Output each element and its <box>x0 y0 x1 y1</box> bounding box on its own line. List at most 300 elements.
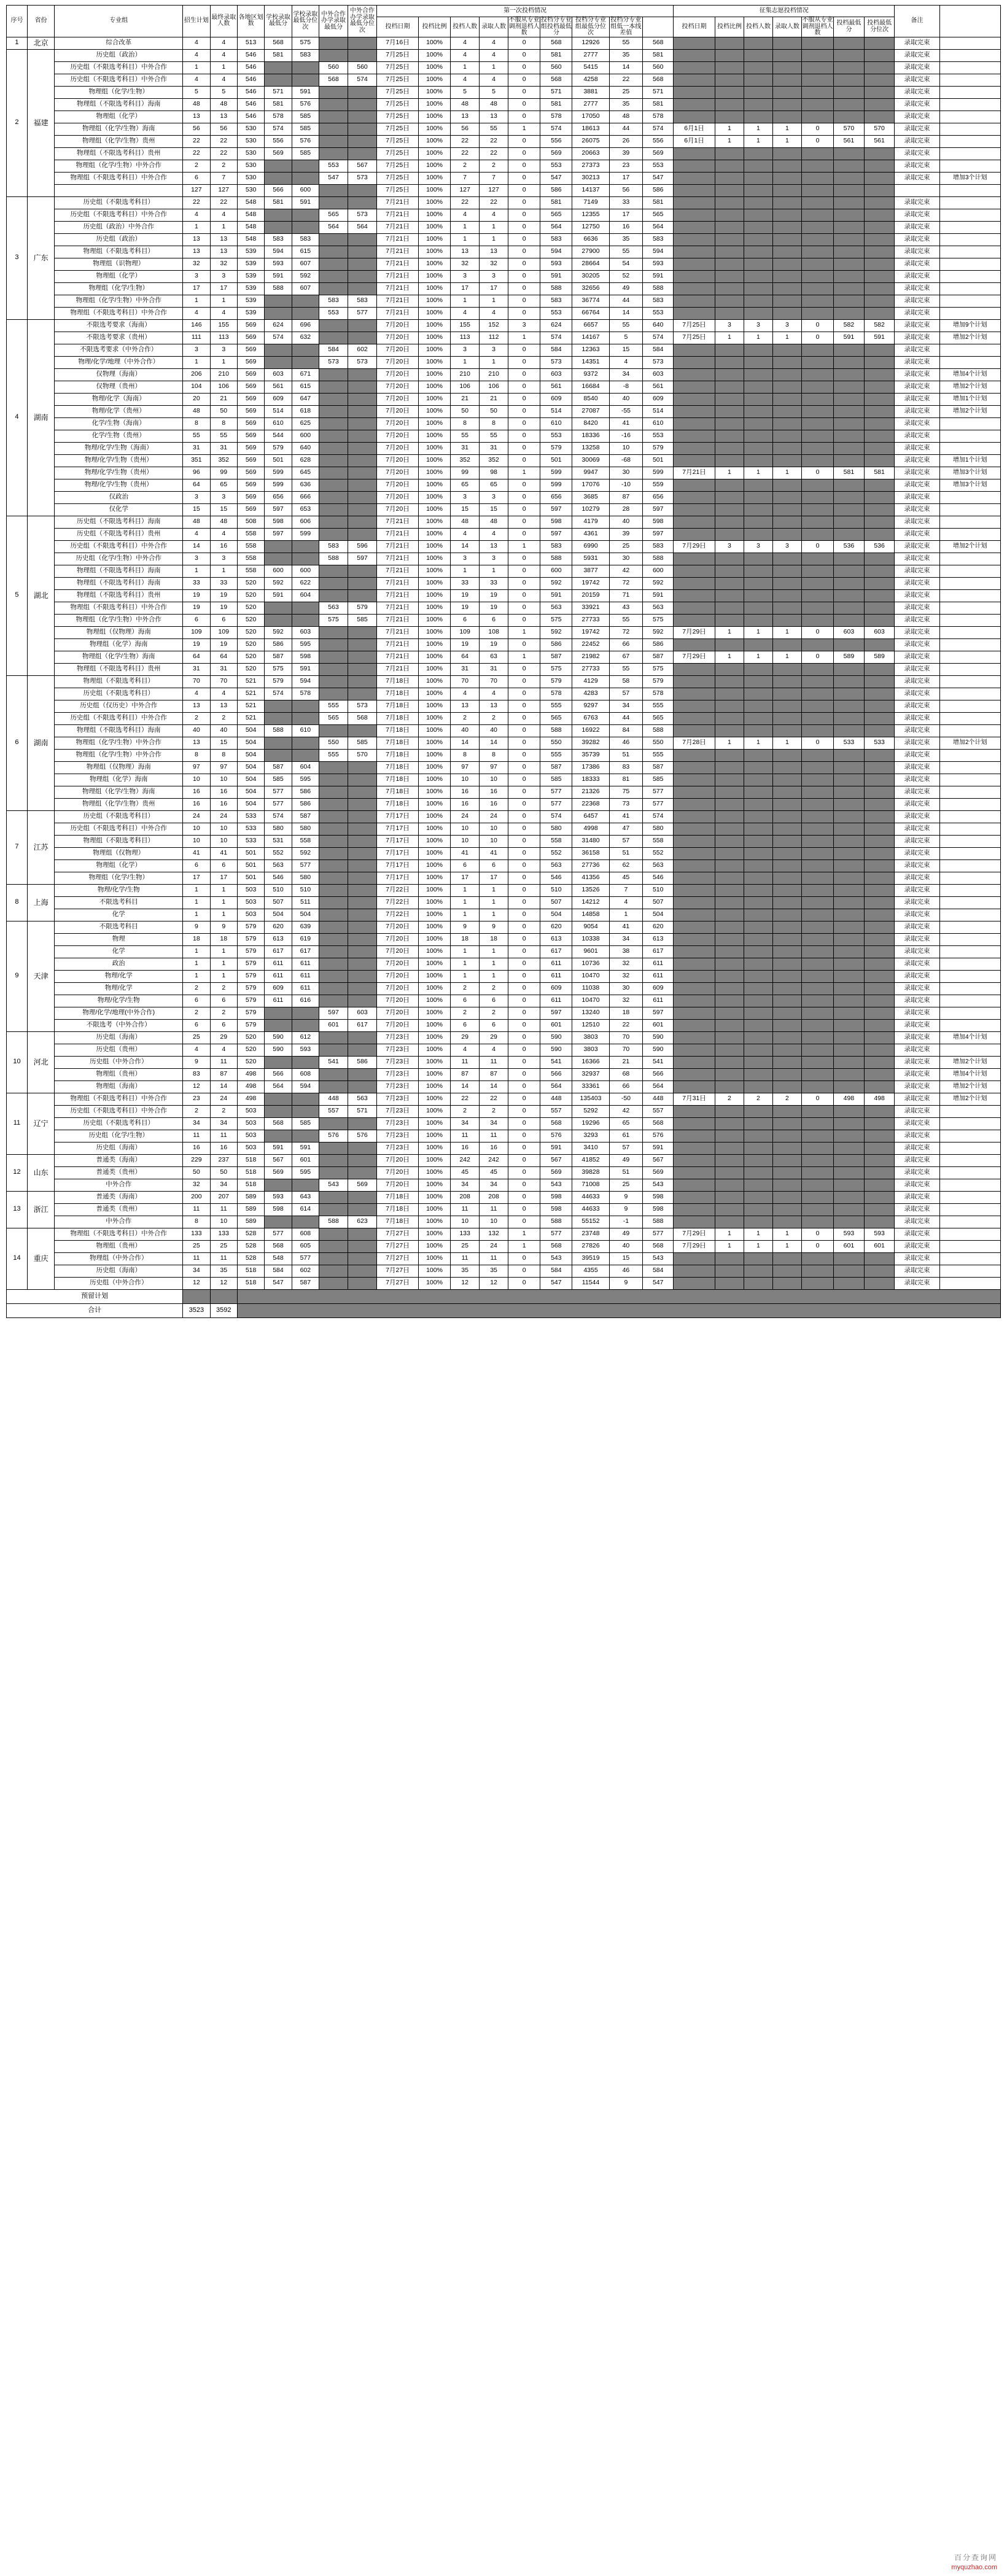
row-r2-min-score <box>834 798 865 810</box>
row-r2-min-rank <box>864 491 895 503</box>
row-area-line: 501 <box>237 859 264 872</box>
row-r2-min-rank <box>864 1130 895 1142</box>
row-plan: 6 <box>183 1019 210 1031</box>
row-result: 录取完束 <box>895 344 939 356</box>
row-r2-admitted <box>772 295 801 307</box>
row-coop-min <box>319 86 348 98</box>
row-coop-min <box>319 1203 348 1216</box>
row-school-min: 592 <box>265 626 292 638</box>
row-r2-rejected <box>801 74 833 86</box>
row-coop-min-rank <box>348 1154 377 1166</box>
row-major: 物理组（仅物理）海南 <box>55 761 183 774</box>
row-coop-min: 584 <box>319 344 348 356</box>
row-r2-min-rank: 498 <box>864 1093 895 1105</box>
row-r1-filed: 4 <box>451 688 480 700</box>
row-result: 录取完束 <box>895 614 939 626</box>
row-r2-ratio <box>715 1044 744 1056</box>
row-coop-min-rank <box>348 491 377 503</box>
row-r1-admitted: 11 <box>480 1203 508 1216</box>
row-r1-min-rank: 28664 <box>572 258 609 270</box>
row-area-line: 569 <box>237 356 264 368</box>
row-r1-admitted: 1 <box>480 909 508 921</box>
row-r1-admitted: 13 <box>480 246 508 258</box>
row-area-line: 503 <box>237 884 264 896</box>
col-r1-date: 投档日期 <box>377 17 419 37</box>
row-coop-min <box>319 688 348 700</box>
row-r2-admitted <box>772 675 801 688</box>
row-r2-date: 7月28日 <box>674 737 715 749</box>
row-final: 34 <box>210 1179 237 1191</box>
row-r1-date: 7月25日 <box>377 135 419 147</box>
row-r2-rejected <box>801 209 833 221</box>
row-r2-date <box>674 344 715 356</box>
row-r1-diff: 73 <box>609 798 643 810</box>
table-row <box>7 712 1001 724</box>
row-r1-ratio: 100% <box>418 467 450 479</box>
row-r1-rejected: 0 <box>508 724 540 737</box>
row-school-min: 566 <box>265 1068 292 1080</box>
row-r1-score: 597 <box>643 1007 674 1019</box>
row-coop-min-rank <box>348 847 377 859</box>
row-r2-date <box>674 712 715 724</box>
row-r2-rejected <box>801 565 833 577</box>
row-r1-diff: -68 <box>609 454 643 467</box>
row-r2-ratio <box>715 61 744 74</box>
row-r2-date: 7月29日 <box>674 651 715 663</box>
row-r1-admitted: 1 <box>480 221 508 233</box>
row-r2-date <box>674 209 715 221</box>
row-final: 3 <box>210 344 237 356</box>
row-school-min-rank: 599 <box>292 528 319 540</box>
row-r2-min-score <box>834 933 865 945</box>
row-final: 41 <box>210 847 237 859</box>
row-r1-date: 7月21日 <box>377 270 419 282</box>
row-r2-rejected <box>801 184 833 196</box>
row-r2-ratio <box>715 1080 744 1093</box>
row-coop-min-rank <box>348 1031 377 1044</box>
row-major: 历史组（化学/生物） <box>55 1130 183 1142</box>
row-r1-min-rank: 33361 <box>572 1080 609 1093</box>
row-major: 历史组（不限选考科目）中外合作 <box>55 74 183 86</box>
row-coop-min <box>319 638 348 651</box>
row-r1-rejected: 1 <box>508 651 540 663</box>
row-r2-min-score <box>834 1080 865 1093</box>
row-plan: 8 <box>183 1216 210 1228</box>
row-r1-rejected: 0 <box>508 307 540 319</box>
row-major: 物理/化学 <box>55 970 183 982</box>
row-r2-date <box>674 1142 715 1154</box>
row-r2-ratio <box>715 1031 744 1044</box>
row-r2-ratio <box>715 442 744 454</box>
row-school-min: 577 <box>265 798 292 810</box>
row-r1-filed: 22 <box>451 196 480 209</box>
row-r1-ratio: 100% <box>418 982 450 995</box>
row-r2-date <box>674 847 715 859</box>
row-r1-diff: -50 <box>609 1093 643 1105</box>
row-area-line: 589 <box>237 1191 264 1203</box>
row-area-line: 569 <box>237 442 264 454</box>
row-r1-min-score: 588 <box>540 553 572 565</box>
row-area-line: 504 <box>237 724 264 737</box>
row-r2-filed: 3 <box>744 540 772 553</box>
row-r1-rejected: 0 <box>508 1154 540 1166</box>
row-r2-min-score <box>834 884 865 896</box>
row-r2-min-score <box>834 1216 865 1228</box>
row-r1-min-rank: 19296 <box>572 1117 609 1130</box>
row-major: 物理组（化学/生物） <box>55 282 183 295</box>
row-r2-min-score <box>834 479 865 491</box>
row-r1-diff: 70 <box>609 1031 643 1044</box>
row-final: 24 <box>210 810 237 823</box>
row-note <box>939 1216 1000 1228</box>
row-r1-admitted: 1 <box>480 970 508 982</box>
row-r1-admitted: 11 <box>480 1130 508 1142</box>
row-final: 17 <box>210 282 237 295</box>
row-r2-rejected <box>801 491 833 503</box>
row-r2-ratio <box>715 847 744 859</box>
row-plan: 64 <box>183 651 210 663</box>
row-r1-diff: 66 <box>609 638 643 651</box>
row-r1-ratio: 100% <box>418 884 450 896</box>
row-r1-min-rank: 8420 <box>572 417 609 430</box>
row-r1-rejected: 0 <box>508 516 540 528</box>
row-r2-date <box>674 160 715 172</box>
row-area-line: 579 <box>237 995 264 1007</box>
row-r1-rejected: 0 <box>508 1056 540 1068</box>
row-area-line: 504 <box>237 774 264 786</box>
row-r1-date: 7月18日 <box>377 749 419 761</box>
row-r2-filed <box>744 1031 772 1044</box>
row-r1-date: 7月25日 <box>377 86 419 98</box>
row-r1-diff: 17 <box>609 172 643 184</box>
col-area-line: 各地区划数 <box>237 6 264 37</box>
row-r1-rejected: 1 <box>508 626 540 638</box>
row-r1-min-score: 586 <box>540 638 572 651</box>
row-note: 增加2个计划 <box>939 381 1000 393</box>
row-area-line: 569 <box>237 344 264 356</box>
row-r2-rejected <box>801 859 833 872</box>
row-school-min: 603 <box>265 368 292 381</box>
row-result: 录取完束 <box>895 663 939 675</box>
row-major: 物理/化学（海南） <box>55 393 183 405</box>
row-r2-ratio <box>715 356 744 368</box>
row-plan: 16 <box>183 798 210 810</box>
row-r1-ratio: 100% <box>418 909 450 921</box>
row-r2-admitted <box>772 258 801 270</box>
row-r1-min-rank: 16922 <box>572 724 609 737</box>
row-result: 录取完束 <box>895 1007 939 1019</box>
row-school-min <box>265 602 292 614</box>
reserve-plan-label: 预留计划 <box>7 1289 183 1303</box>
row-coop-min-rank: 568 <box>348 712 377 724</box>
row-r2-min-rank <box>864 528 895 540</box>
row-result: 录取完束 <box>895 774 939 786</box>
row-r1-rejected: 0 <box>508 172 540 184</box>
row-r2-rejected: 0 <box>801 1093 833 1105</box>
row-r1-date: 7月23日 <box>377 1068 419 1080</box>
row-coop-min <box>319 810 348 823</box>
row-final: 16 <box>210 798 237 810</box>
row-r2-date <box>674 823 715 835</box>
row-coop-min <box>319 1166 348 1179</box>
row-coop-min <box>319 381 348 393</box>
row-r1-ratio: 100% <box>418 823 450 835</box>
row-r1-ratio: 100% <box>418 381 450 393</box>
row-r1-min-rank: 5931 <box>572 553 609 565</box>
row-seq: 8 <box>7 884 28 921</box>
row-r2-rejected <box>801 381 833 393</box>
row-r1-diff: 44 <box>609 123 643 135</box>
row-note: 增加1个计划 <box>939 454 1000 467</box>
row-coop-min <box>319 896 348 909</box>
row-school-min: 599 <box>265 479 292 491</box>
row-r1-ratio: 100% <box>418 577 450 589</box>
row-r1-min-score: 583 <box>540 295 572 307</box>
row-r2-filed <box>744 1080 772 1093</box>
row-coop-min <box>319 724 348 737</box>
row-r1-diff: 57 <box>609 688 643 700</box>
row-r1-min-score: 560 <box>540 61 572 74</box>
row-r2-admitted: 3 <box>772 319 801 332</box>
row-r1-ratio: 100% <box>418 233 450 246</box>
row-area-line: 539 <box>237 270 264 282</box>
row-r1-filed: 1 <box>451 958 480 970</box>
score-table <box>6 5 1001 1318</box>
row-r1-rejected: 0 <box>508 823 540 835</box>
row-r2-ratio <box>715 1130 744 1142</box>
row-r1-rejected: 0 <box>508 37 540 49</box>
row-r2-admitted <box>772 614 801 626</box>
row-r2-min-score <box>834 307 865 319</box>
row-result: 录取完束 <box>895 442 939 454</box>
row-coop-min-rank <box>348 970 377 982</box>
row-r1-admitted: 4 <box>480 688 508 700</box>
row-result: 录取完束 <box>895 1154 939 1166</box>
row-r2-rejected <box>801 1130 833 1142</box>
col-r2-rejected: 不服从专业调剂退档人数 <box>802 17 833 36</box>
row-note <box>939 111 1000 123</box>
row-r1-filed: 22 <box>451 1093 480 1105</box>
row-plan: 1 <box>183 884 210 896</box>
row-r1-rejected: 0 <box>508 1068 540 1080</box>
table-row <box>7 1154 1001 1166</box>
row-r1-min-rank: 6990 <box>572 540 609 553</box>
row-coop-min <box>319 37 348 49</box>
row-area-line: 503 <box>237 896 264 909</box>
row-r2-rejected <box>801 749 833 761</box>
row-r1-score: 592 <box>643 577 674 589</box>
row-r2-min-score <box>834 1031 865 1044</box>
row-plan: 9 <box>183 1056 210 1068</box>
row-r1-min-score: 590 <box>540 1031 572 1044</box>
row-area-line: 579 <box>237 945 264 958</box>
row-coop-min <box>319 1068 348 1080</box>
row-school-min-rank <box>292 344 319 356</box>
row-school-min-rank: 607 <box>292 282 319 295</box>
row-coop-min-rank <box>348 1142 377 1154</box>
row-r1-rejected: 0 <box>508 589 540 602</box>
row-r2-admitted: 1 <box>772 467 801 479</box>
row-coop-min-rank: 567 <box>348 160 377 172</box>
table-row <box>7 1117 1001 1130</box>
row-r2-min-rank <box>864 454 895 467</box>
row-school-min-rank: 625 <box>292 417 319 430</box>
row-r2-admitted <box>772 1068 801 1080</box>
row-result: 录取完束 <box>895 516 939 528</box>
row-r1-score: 514 <box>643 405 674 417</box>
row-r1-filed: 22 <box>451 147 480 160</box>
row-r1-ratio: 100% <box>418 528 450 540</box>
row-r2-min-rank <box>864 1007 895 1019</box>
row-r2-filed <box>744 1265 772 1277</box>
row-r2-date <box>674 1056 715 1068</box>
row-result: 录取完束 <box>895 430 939 442</box>
row-r1-min-score: 504 <box>540 909 572 921</box>
row-r1-filed: 8 <box>451 417 480 430</box>
row-r2-date <box>674 995 715 1007</box>
row-r2-rejected <box>801 196 833 209</box>
row-major: 普通类（海南） <box>55 1191 183 1203</box>
row-r2-min-score <box>834 368 865 381</box>
row-note <box>939 589 1000 602</box>
row-final: 11 <box>210 1203 237 1216</box>
row-result: 录取完束 <box>895 172 939 184</box>
row-r1-score: 611 <box>643 970 674 982</box>
row-result: 录取完束 <box>895 491 939 503</box>
row-r1-filed: 10 <box>451 1216 480 1228</box>
row-r2-ratio <box>715 86 744 98</box>
row-coop-min-rank <box>348 921 377 933</box>
row-r2-admitted <box>772 111 801 123</box>
row-major: 物理组（化学） <box>55 270 183 282</box>
row-r1-rejected: 0 <box>508 602 540 614</box>
row-r2-date <box>674 61 715 74</box>
row-r1-rejected: 0 <box>508 295 540 307</box>
row-r1-filed: 17 <box>451 282 480 295</box>
row-r1-date: 7月23日 <box>377 1080 419 1093</box>
row-plan: 24 <box>183 810 210 823</box>
row-r1-min-rank: 3877 <box>572 565 609 577</box>
row-note: 增加2个计划 <box>939 1056 1000 1068</box>
row-coop-min <box>319 282 348 295</box>
row-r1-diff: 49 <box>609 1228 643 1240</box>
row-r2-rejected <box>801 798 833 810</box>
row-r1-admitted: 19 <box>480 602 508 614</box>
row-r1-rejected: 0 <box>508 209 540 221</box>
row-area-line: 546 <box>237 61 264 74</box>
row-r2-min-rank: 581 <box>864 467 895 479</box>
col-r2-admitted: 录取人数 <box>772 17 801 37</box>
row-r2-ratio <box>715 393 744 405</box>
row-r1-rejected: 0 <box>508 835 540 847</box>
row-plan: 56 <box>183 123 210 135</box>
row-note: 增加4个计划 <box>939 368 1000 381</box>
row-area-line: 520 <box>237 1044 264 1056</box>
row-r2-min-rank <box>864 196 895 209</box>
row-r2-min-score <box>834 945 865 958</box>
row-r2-min-rank <box>864 479 895 491</box>
row-r2-ratio <box>715 1216 744 1228</box>
row-r1-filed: 13 <box>451 246 480 258</box>
row-r1-min-score: 564 <box>540 1080 572 1093</box>
row-r1-diff: 41 <box>609 921 643 933</box>
row-r2-min-rank <box>864 688 895 700</box>
row-r1-rejected: 0 <box>508 344 540 356</box>
row-school-min-rank: 611 <box>292 958 319 970</box>
row-r2-min-score <box>834 859 865 872</box>
row-school-min: 577 <box>265 1228 292 1240</box>
table-row <box>7 1105 1001 1117</box>
row-school-min-rank: 585 <box>292 123 319 135</box>
row-coop-min <box>319 258 348 270</box>
row-r1-score: 610 <box>643 417 674 430</box>
row-r1-filed: 19 <box>451 589 480 602</box>
row-r2-ratio <box>715 37 744 49</box>
row-area-line: 569 <box>237 503 264 516</box>
row-r1-score: 613 <box>643 933 674 945</box>
row-r2-filed <box>744 1191 772 1203</box>
row-r1-min-score: 597 <box>540 503 572 516</box>
row-school-min-rank: 640 <box>292 442 319 454</box>
col-r2-date: 投档日期 <box>674 17 715 37</box>
row-final: 1 <box>210 884 237 896</box>
row-r1-diff: 4 <box>609 356 643 368</box>
row-r2-min-score <box>834 111 865 123</box>
row-r1-score: 588 <box>643 724 674 737</box>
row-r1-min-score: 597 <box>540 528 572 540</box>
row-area-line: 589 <box>237 1216 264 1228</box>
row-result: 录取完束 <box>895 381 939 393</box>
row-r2-min-rank <box>864 381 895 393</box>
row-r2-rejected <box>801 786 833 798</box>
row-r2-ratio <box>715 270 744 282</box>
row-seq: 1 <box>7 37 28 49</box>
row-r1-diff: 28 <box>609 503 643 516</box>
row-r1-min-score: 581 <box>540 98 572 111</box>
row-r1-date: 7月18日 <box>377 700 419 712</box>
row-r1-score: 568 <box>643 74 674 86</box>
row-r1-min-rank: 18613 <box>572 123 609 135</box>
row-r1-admitted: 24 <box>480 810 508 823</box>
row-r2-filed <box>744 430 772 442</box>
row-r1-date: 7月20日 <box>377 491 419 503</box>
row-area-line: 513 <box>237 37 264 49</box>
row-r2-min-rank <box>864 37 895 49</box>
row-r2-min-score <box>834 688 865 700</box>
row-r2-date <box>674 196 715 209</box>
row-coop-min-rank: 570 <box>348 749 377 761</box>
row-r2-min-score <box>834 86 865 98</box>
row-r2-rejected <box>801 553 833 565</box>
row-r1-ratio: 100% <box>418 651 450 663</box>
row-plan: 4 <box>183 74 210 86</box>
table-row <box>7 37 1001 49</box>
row-coop-min-rank <box>348 98 377 111</box>
row-r2-date: 6月1日 <box>674 135 715 147</box>
row-school-min: 613 <box>265 933 292 945</box>
row-result: 录取完束 <box>895 405 939 417</box>
row-r2-filed <box>744 1216 772 1228</box>
row-result: 录取完束 <box>895 332 939 344</box>
row-r1-min-score: 574 <box>540 332 572 344</box>
row-area-line: 589 <box>237 1203 264 1216</box>
row-r2-min-score <box>834 724 865 737</box>
row-r2-rejected <box>801 1019 833 1031</box>
row-r1-admitted: 16 <box>480 798 508 810</box>
row-r2-admitted <box>772 282 801 295</box>
row-r1-ratio: 100% <box>418 602 450 614</box>
row-result: 录取完束 <box>895 737 939 749</box>
